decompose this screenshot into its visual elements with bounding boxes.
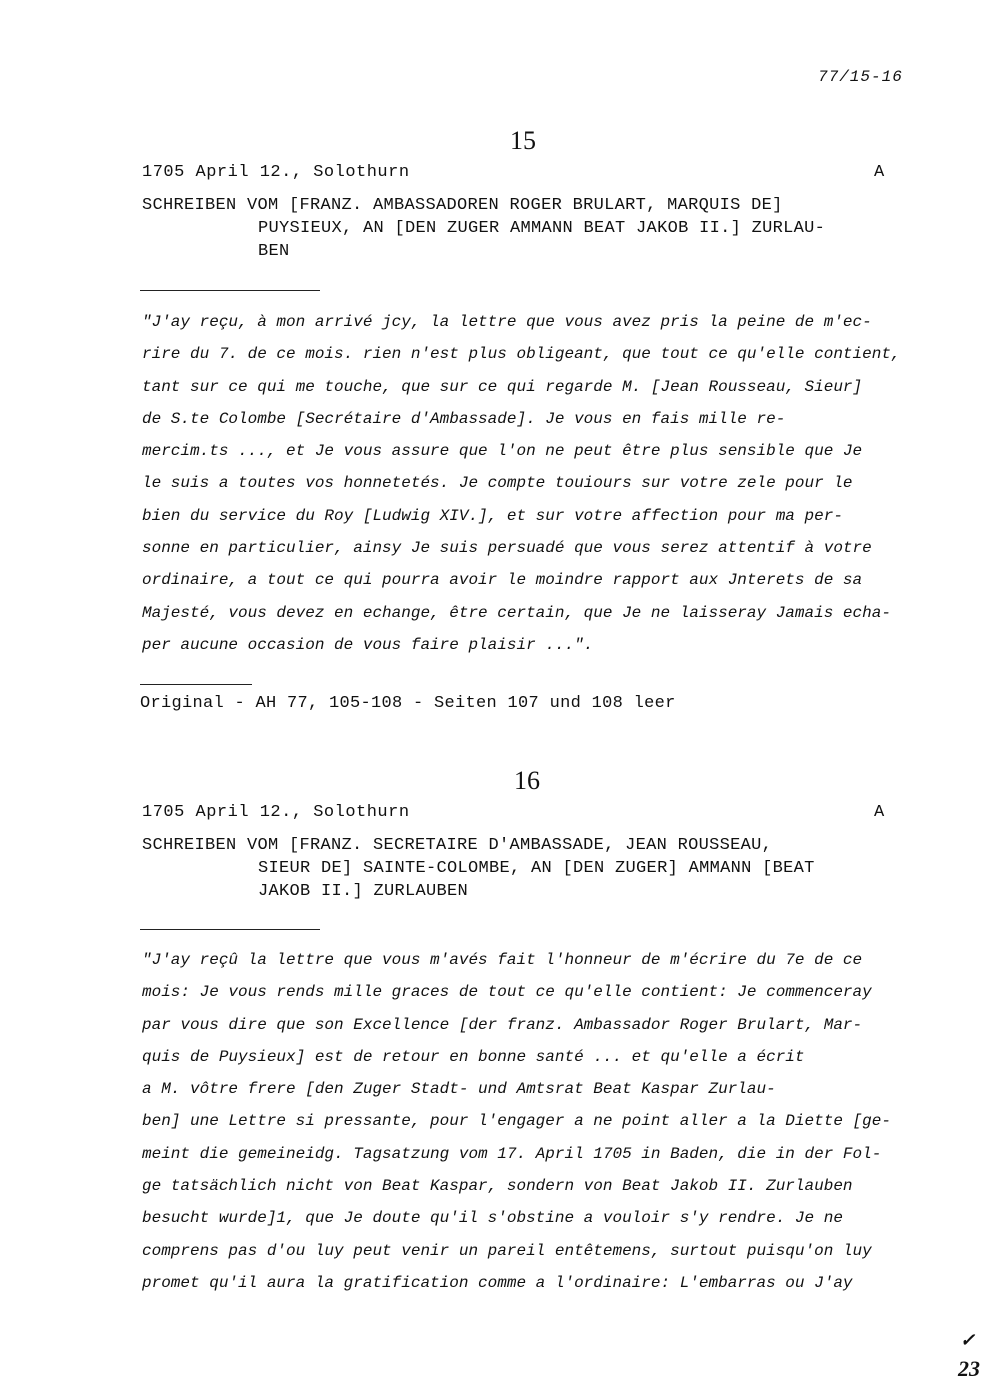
quote-line: meint die gemeineidg. Tagsatzung vom 17. April 1705 in Baden, die in der Fol-	[142, 1144, 882, 1163]
quote-line: besucht wurde]1, que Je doute qu'il s'obstine a vouloir s'y rendre. Je ne	[142, 1209, 843, 1228]
check-mark-icon: ✓	[960, 1330, 976, 1350]
quote-line: bien du service du Roy [Ludwig XIV.], et sur votre affection pour ma per-	[142, 506, 843, 525]
document-date-place: 1705 April 12., Solothurn	[142, 163, 410, 182]
quote-line: per aucune occasion de vous faire plaisir ...".	[142, 635, 594, 654]
quote-line: ge tatsächlich nicht von Beat Kaspar, sondern von Beat Jakob II. Zurlauben	[142, 1177, 853, 1196]
document-type: A	[874, 163, 885, 182]
divider	[140, 929, 320, 930]
quote-line: rire du 7. de ce mois. rien n'est plus obligeant, que tout ce qu'elle contient,	[142, 345, 901, 364]
quote-line: ben] une Lettre si pressante, pour l'engager a ne point aller a la Diette [ge-	[142, 1112, 891, 1131]
quote-line: "J'ay reçû la lettre que vous m'avés fait l'honneur de m'écrire du 7e de ce	[142, 951, 863, 969]
quote-line: Majesté, vous devez en echange, être certain, que Je ne laisseray Jamais echa-	[142, 603, 891, 622]
title-line: SIEUR DE] SAINTE-COLOMBE, AN [DEN ZUGER] AMMANN [BEAT	[258, 859, 815, 878]
divider	[140, 290, 320, 291]
document-type: A	[874, 803, 885, 822]
divider	[140, 684, 252, 685]
document-number: 15	[510, 126, 536, 155]
quote-line: mercim.ts ..., et Je vous assure que l'on ne peut être plus sensible que Je	[142, 442, 863, 461]
document-number: 16	[514, 766, 540, 795]
quote-line: a M. vôtre frere [den Zuger Stadt- und Amtsrat Beat Kaspar Zurlau-	[142, 1080, 776, 1099]
quote-line: mois: Je vous rends mille graces de tout ce qu'elle contient: Je commenceray	[142, 983, 872, 1002]
document-title	[142, 194, 922, 263]
quote-line: par vous dire que son Excellence [der franz. Ambassador Roger Brulart, Mar-	[142, 1015, 863, 1034]
document-date-place: 1705 April 12., Solothurn	[142, 803, 410, 822]
quote-line: promet qu'il aura la gratification comme a l'ordinaire: L'embarras ou J'ay	[142, 1273, 853, 1292]
document-quote	[142, 944, 912, 1299]
quote-line: "J'ay reçu, à mon arrivé jcy, la lettre que vous avez pris la peine de m'ec-	[142, 313, 872, 331]
title-line: SCHREIBEN VOM [FRANZ. AMBASSADOREN ROGER BRULART, MARQUIS DE]	[142, 196, 783, 215]
title-line: BEN	[258, 242, 290, 261]
quote-line: le suis a toutes vos honnetetés. Je compte touiours sur votre zele pour le	[142, 474, 853, 493]
document-title	[142, 834, 922, 903]
page-reference: 77/15-16	[818, 68, 903, 86]
quote-line: sonne en particulier, ainsy Je suis persuadé que vous serez attentif à votre	[142, 539, 872, 558]
quote-line: ordinaire, a tout ce qui pourra avoir le moindre rapport aux Jnterets de sa	[142, 571, 863, 590]
quote-line: comprens pas d'ou luy peut venir un pareil entêtemens, surtout puisqu'on luy	[142, 1241, 872, 1260]
handwritten-page-number: 23	[958, 1356, 980, 1381]
title-line: SCHREIBEN VOM [FRANZ. SECRETAIRE D'AMBASSADE, JEAN ROUSSEAU,	[142, 836, 773, 855]
title-line: PUYSIEUX, AN [DEN ZUGER AMMANN BEAT JAKOB II.] ZURLAU-	[258, 219, 826, 238]
source-note: Original - AH 77, 105-108 - Seiten 107 und 108 leer	[140, 694, 676, 713]
title-line: JAKOB II.] ZURLAUBEN	[258, 882, 469, 901]
quote-line: quis de Puysieux] est de retour en bonne santé ... et qu'elle a écrit	[142, 1047, 805, 1066]
document-quote	[142, 306, 912, 661]
quote-line: tant sur ce qui me touche, que sur ce qui regarde M. [Jean Rousseau, Sieur]	[142, 377, 863, 396]
quote-line: de S.te Colombe [Secrétaire d'Ambassade]. Je vous en fais mille re-	[142, 409, 786, 428]
